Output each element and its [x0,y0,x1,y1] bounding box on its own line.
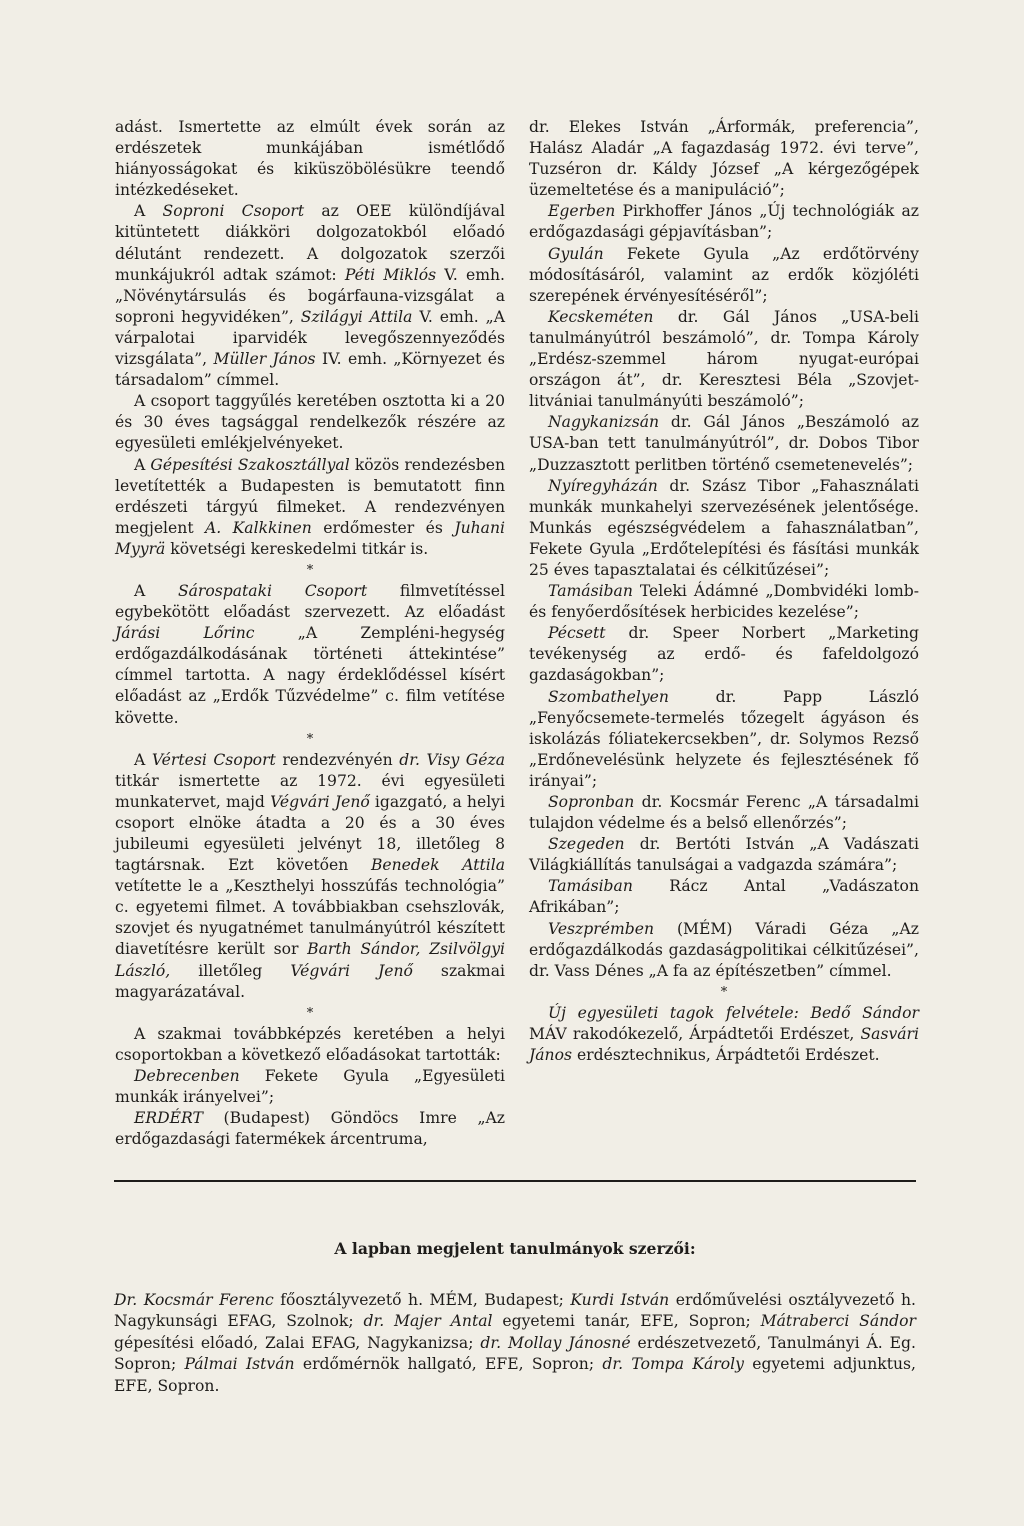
text-run: MÁV rakodókezelő, Árpádtetői Erdészet, [529,1024,861,1043]
section-separator-asterisk: * [720,984,728,1000]
text-run: „A Zempléni-hegység erdőgazdálkodásának történeti áttekintése” címmel tartotta. A nagy érdeklődéssel kísért előadást az „Erdők Tűzvédelme” c. film vetítése követte. [115,624,505,727]
body-paragraph [529,1003,919,1066]
body-paragraph [529,792,919,834]
text-run: V. emh. „Növénytársulás és bogárfauna-vizsgálat a soproni hegyvidéken”, [115,265,505,326]
text-run: vetítette le a „Keszthelyi hosszúfás technológia” c. egyetemi filmet. A továbbiakban csehszlovák, szovjet és nyugatnémet tanulmányútról készített diavetítésre került sor [115,877,505,959]
italic-text-run: Pécsett [548,624,606,643]
italic-text-run: dr. Tompa Károly [602,1355,744,1374]
italic-text-run: Debrecenben [134,1066,240,1085]
italic-text-run: Kurdi István [570,1291,670,1309]
text-run: Teleki Ádámné „Dombvidéki lomb- és fenyőerdősítések herbicides kezelése”; [529,582,919,622]
text-run: (MÉM) Váradi Géza „Az erdőgazdálkodás gazdaságpolitikai célkitűzései”, dr. Vass Dénes „A fa az építészetben” címmel. [529,919,919,980]
text-run: filmvetítéssel egybekötött előadást szervezett. Az előadást [115,581,505,622]
body-paragraph [529,244,919,307]
text-run: A [134,750,152,769]
text-run: dr. Gál János „USA-beli tanulmányútról beszámoló”, dr. Tompa Károly „Erdész-szemmel három nyugat-európai országon át”, dr. Keresztesi Béla „Szovjet-litvániai tanulmányúti beszámoló”; [529,307,919,411]
italic-text-run: Tamásiban [548,877,633,896]
body-paragraph [529,876,919,918]
text-run: gépesítési előadó, Zalai EFAG, Nagykanizsa; [114,1333,481,1352]
italic-text-run: Vértesi Csoport [151,750,276,769]
italic-text-run: Nagykanizsán [548,413,660,432]
italic-text-run: A. Kalkkinen [205,518,312,537]
body-paragraph [115,391,505,454]
text-run: Fekete Gyula „Az erdőtörvény módosításáról, valamint az erdők közjóléti szerepének érvényesítéséről”; [529,244,919,305]
text-run: dr. Kocsmár Ferenc „A társadalmi tulajdon védelme és a belső ellenőrzés”; [529,793,919,833]
text-run: A csoport taggyűlés keretében osztotta ki a 20 és 30 éves tagsággal rendelkezők részére az egyesületi emlékjelvényeket. [115,392,505,453]
text-run: A szakmai továbbképzés keretében a helyi csoportokban a következő előadásokat tartották: [115,1024,505,1064]
section-heading: A lapban megjelent tanulmányok szerzői: [334,1239,696,1258]
text-run: erdészetvezető, Tanulmányi Á. Eg. Sopron; [114,1333,916,1374]
italic-text-run: Végvári Jenő [290,961,413,980]
body-paragraph [529,201,919,243]
text-run: egyetemi adjunktus, EFE, Sopron. [114,1355,916,1395]
body-paragraph [529,919,919,982]
italic-text-run: dr. Visy Géza [399,750,506,769]
text-run: rendezvényén [275,750,400,769]
body-paragraph [529,834,919,876]
text-run: egyetemi tanár, EFE, Sopron; [492,1312,761,1331]
body-paragraph [529,476,919,581]
body-paragraph [529,623,919,686]
italic-text-run: ERDÉRT [134,1109,203,1128]
italic-text-run: Juhani Myyrä [115,518,505,558]
italic-text-run: Dr. Kocsmár Ferenc [114,1291,274,1309]
text-run: erdőmester és [311,518,455,537]
italic-text-run: Egerben [548,202,616,221]
text-run: dr. Elekes István „Árformák, preferencia”, Halász Aladár „A fagazdaság 1972. évi terve”, Tuzséron dr. Káldy József „A kérgezőgépek üzemeltetése és a manipuláció”; [529,118,919,200]
text-run: Rácz Antal „Vadászaton Afrikában”; [529,877,919,917]
body-paragraph [115,1024,505,1066]
italic-text-run: dr. Majer Antal [363,1312,493,1331]
body-paragraph [529,581,919,623]
body-paragraph [115,117,505,201]
text-run: erdésztechnikus, Árpádtetői Erdészet. [571,1046,880,1065]
right-text-column [529,117,919,1066]
body-paragraph [529,307,919,412]
text-run: igazgató, a helyi csoport elnöke átadta a 20 és a 30 éves jubileumi egyesületi jelvényt 18, illetőleg 8 tagtársnak. Ezt követően [115,792,505,875]
text-run: követségi kereskedelmi titkár is. [165,539,429,558]
text-run: V. emh. „A várpalotai iparvidék levegőszennyeződés vizsgálata”, [115,307,505,369]
text-run: szakmai magyarázatával. [115,961,505,1001]
italic-text-run: Tamásiban [548,582,633,601]
left-text-column [115,117,505,1150]
italic-text-run: Pálmai István [184,1355,295,1374]
text-run: dr. Papp László „Fenyőcsemete-termelés tőzegelt ágyáson és iskolázás fóliatekercsekben”, dr. Solymos Rezső „Erdőnevelésünk helyzete és fejlesztésének fő irányai”; [529,687,919,790]
italic-text-run: Gyulán [548,244,604,263]
italic-text-run: Sárospataki Csoport [177,581,368,600]
italic-text-run: Nyíregyházán [548,476,658,495]
text-run: az OEE különdíjával kitüntetett diákköri dolgozatokból előadó délutánt rendezett. A dolgozatok szerzői munkájukról adtak számot: [115,202,506,284]
text-run: Fekete Gyula „Egyesületi munkák irányelvei”; [115,1066,505,1107]
authors-list [114,1290,916,1397]
authors-paragraph [114,1290,916,1397]
italic-text-run: Szombathelyen [548,687,669,706]
italic-text-run: Benedek Attila [370,856,505,875]
text-run: A [134,202,163,221]
text-run: dr. Gál János „Beszámoló az USA-ban tett tanulmányútról”, dr. Dobos Tibor „Duzzasztott perlitben történő csemetenevelés”; [529,413,919,474]
italic-text-run: Gépesítési Szakosztállyal [150,455,350,474]
text-run: főosztályvezető h. MÉM, Budapest; [273,1291,571,1309]
italic-text-run: dr. Mollay Jánosné [480,1333,631,1352]
italic-text-run: Veszprémben [548,919,654,938]
section-separator-asterisk: * [306,731,314,747]
text-run: közös rendezésben levetítették a Budapesten is bemutatott finn erdészeti tárgyú filmeket. A rendezvényen megjelent [115,455,505,537]
body-paragraph [115,455,505,560]
text-run: (Budapest) Göndöcs Imre „Az erdőgazdasági fatermékek árcentruma, [115,1109,505,1149]
text-run: titkár ismertette az 1972. évi egyesületi munkatervet, majd [115,771,505,811]
section-separator-asterisk: * [306,562,314,578]
italic-text-run: Végvári Jenő [270,792,370,811]
italic-text-run: Barth Sándor, Zsilvölgyi László, [115,940,505,980]
italic-text-run: Járási Lőrinc [115,624,255,643]
text-run: dr. Bertóti István „A Vadászati Világkiállítás tanulságai a vadgazda számára”; [529,835,919,875]
body-paragraph [115,201,505,391]
italic-text-run: Kecskeméten [548,307,654,326]
body-paragraph [115,1066,505,1108]
text-run: A [134,581,178,600]
italic-text-run: Mátraberci Sándor [760,1312,917,1331]
body-paragraph [115,1108,505,1150]
italic-text-run: Péti Miklós [344,265,437,284]
text-run: dr. Szász Tibor „Fahasználati munkák munkahelyi szervezésének jelentősége. Munkás egészségvédelem a fahasználatban”, Fekete Gyula „Erdőtelepítési és fásítási munkák 25 éves tapasztalatai és célkitűzései”; [529,476,919,579]
text-run: adást. Ismertette az elmúlt évek során az erdészetek munkájában ismétlődő hiányosságokat és kiküszöbölésükre teendő intézkedéseket. [115,118,505,200]
text-run: A [134,455,151,474]
italic-text-run: Sasvári János [529,1024,919,1065]
text-run: erdőmérnök hallgató, EFE, Sopron; [294,1355,603,1374]
body-paragraph [115,581,505,729]
italic-text-run: Sopronban [548,793,635,811]
body-paragraph [115,750,505,1003]
italic-text-run: Új egyesületi tagok felvétele: Bedő Sándor [548,1003,919,1022]
body-paragraph [529,412,919,475]
section-separator-asterisk: * [306,1005,314,1021]
italic-text-run: Soproni Csoport [162,202,305,221]
text-run: IV. emh. „Környezet és társadalom” címmel. [115,350,506,390]
body-paragraph [529,117,919,201]
text-run: Pirkhoffer János „Új technológiák az erdőgazdasági gépjavításban”; [529,202,919,242]
section-divider-rule [114,1180,916,1182]
body-paragraph [529,687,919,792]
text-run: illetőleg [170,961,291,980]
text-run: erdőművelési osztályvezető h. Nagykunsági EFAG, Szolnok; [114,1291,916,1331]
italic-text-run: Szegeden [548,835,625,854]
italic-text-run: Müller János [213,350,316,369]
italic-text-run: Szilágyi Attila [300,307,413,326]
text-run: dr. Speer Norbert „Marketing tevékenység az erdő- és fafeldolgozó gazdaságokban”; [529,624,919,685]
